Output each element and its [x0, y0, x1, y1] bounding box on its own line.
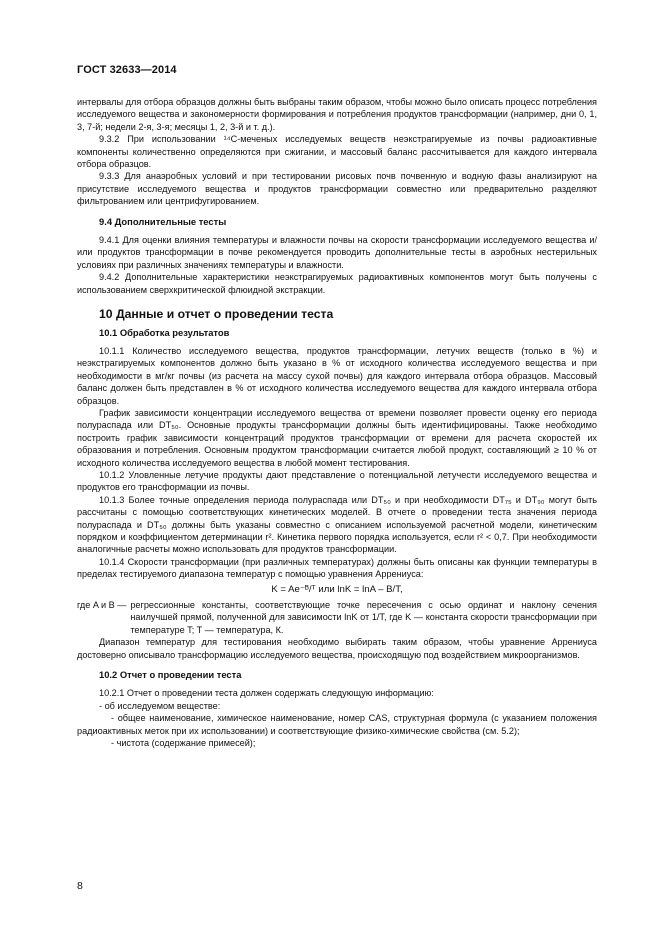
list-item-names: - общее наименование, химическое наименование, номер CAS, структурная формула (с указанием положения радиоактивных меток при их использовании) и соответствующие физико-химические свойства (см. 5.2);	[77, 713, 597, 736]
list-item-purity: - чистота (содержание примесей);	[111, 738, 256, 749]
paragraph-9-3-2: 9.3.2 При использовании ¹⁴С-меченых исследуемых веществ неэкстрагируемые из почвы радиоактивные компоненты количественно определяются при сжигании, и массовый баланс рассчитывается для каждого интервала отбора образцов.	[77, 134, 597, 170]
page-number: 8	[77, 880, 83, 892]
paragraph-10-1-1: 10.1.1 Количество исследуемого вещества, продуктов трансформации, летучих веществ (только в %) и неэкстрагируемых компонентов должно быть указано в % от исходного количества исследуемого вещества и при необходимости в мг/кг почвы (из расчета на массу сухой почвы) для каждого интервала отбора образцов. Массовый баланс должен быть представлен в % от исходного количества исследуемого вещества для каждого интервала отбора образцов.	[77, 345, 597, 406]
list-item-substance: - об исследуемом веществе:	[99, 700, 221, 711]
formula-legend	[77, 599, 597, 636]
paragraph-graph: График зависимости концентрации исследуемого вещества от времени позволяет провести оценку его периода полураспада или DT₅₀. Основные продукты трансформации должны быть идентифицированы. Также необходимо построить график зависимости концентраций продуктов трансформации от времени для расчета скоростей их образования и потребления. Основным продуктом трансформации считается любой продукт, составляющий ≥ 10 % от исходного количества исследуемого вещества в любой момент тестирования.	[77, 407, 597, 468]
paragraph: интервалы для отбора образцов должны быть выбраны таким образом, чтобы можно было описать процесс потребления исследуемого вещества и закономерности формирования и потребления продуктов трансформации (например, дни 0, 1, 3, 7-й; недели 2-я, 3-я; месяцы 1, 2, 3-й и т. д.).	[77, 97, 597, 132]
document-body	[77, 96, 597, 750]
section-heading-9-4: 9.4 Дополнительные тесты	[99, 215, 227, 227]
formula-legend-label: где A и B —	[77, 600, 127, 611]
paragraph-10-1-2: 10.1.2 Уловленные летучие продукты дают представление о потенциальной летучести исследуемого вещества и продуктов его трансформации из почвы.	[77, 469, 597, 493]
paragraph-10-1-4: 10.1.4 Скорости трансформации (при различных температурах) должны быть описаны как функции температуры в пределах тестируемого диапазона температур с помощью уравнения Аррениуса:	[77, 556, 597, 580]
paragraph-9-4-2: 9.4.2 Дополнительные характеристики неэкстрагируемых радиоактивных компонентов могут быть получены с использованием сверхкритической флюидной экстракции.	[77, 272, 597, 295]
paragraph-10-1-3: 10.1.3 Более точные определения периода полураспада или DT₅₀ и при необходимости DT₇₅ и DT₉₀ могут быть рассчитаны с помощью соответствующих кинетических моделей. В отчете о проведении теста значения периода полураспада и DT₅₀ должны быть указаны совместно с описанием используемой расчетной модели, кинетическим порядком и коэффициентом детерминации r². Кинетика первого порядка используется, если r² < 0,7. При необходимости аналогичные расчеты можно использовать для продуктов трансформации.	[77, 494, 597, 555]
formula-legend-text: регрессионные константы, соответствующие точке пересечения с осью ординат и наклону сечения наилучшей прямой, полученной для зависимости lnK от 1/T, где K — константа скорости трансформации при температуре T; T — температура, К.	[130, 600, 597, 635]
section-heading-10-1: 10.1 Обработка результатов	[99, 326, 230, 338]
paragraph-temperature-range: Диапазон температур для тестирования необходимо выбирать таким образом, чтобы уравнение Аррениуса достоверно описывало трансформацию исследуемого вещества, происходящую под воздействием микроорганизмов.	[77, 637, 597, 660]
paragraph-9-3-3: 9.3.3 Для анаэробных условий и при тестировании рисовых почв почвенную и водную фазы анализируют на присутствие исследуемого вещества и продуктов трансформации совместно или предварительно разделяют фильтрованием или центрифугированием.	[77, 171, 597, 207]
section-heading-10: 10 Данные и отчет о проведении теста	[99, 307, 334, 322]
arrhenius-formula: K = Ae⁻ᴮ/ᵀ или lnK = lnA – B/T,	[271, 583, 403, 595]
paragraph-9-4-1: 9.4.1 Для оценки влияния температуры и влажности почвы на скорости трансформации исследуемого вещества и/или продуктов трансформации в почве рекомендуется проводить дополнительные тесты в аэробных нестерильных условиях при различных значениях температуры и влажности.	[77, 235, 597, 270]
paragraph-10-2-1: 10.2.1 Отчет о проведении теста должен содержать следующую информацию:	[99, 688, 434, 699]
document-header: ГОСТ 32633—2014	[77, 64, 177, 76]
section-heading-10-2: 10.2 Отчет о проведении теста	[99, 669, 242, 681]
